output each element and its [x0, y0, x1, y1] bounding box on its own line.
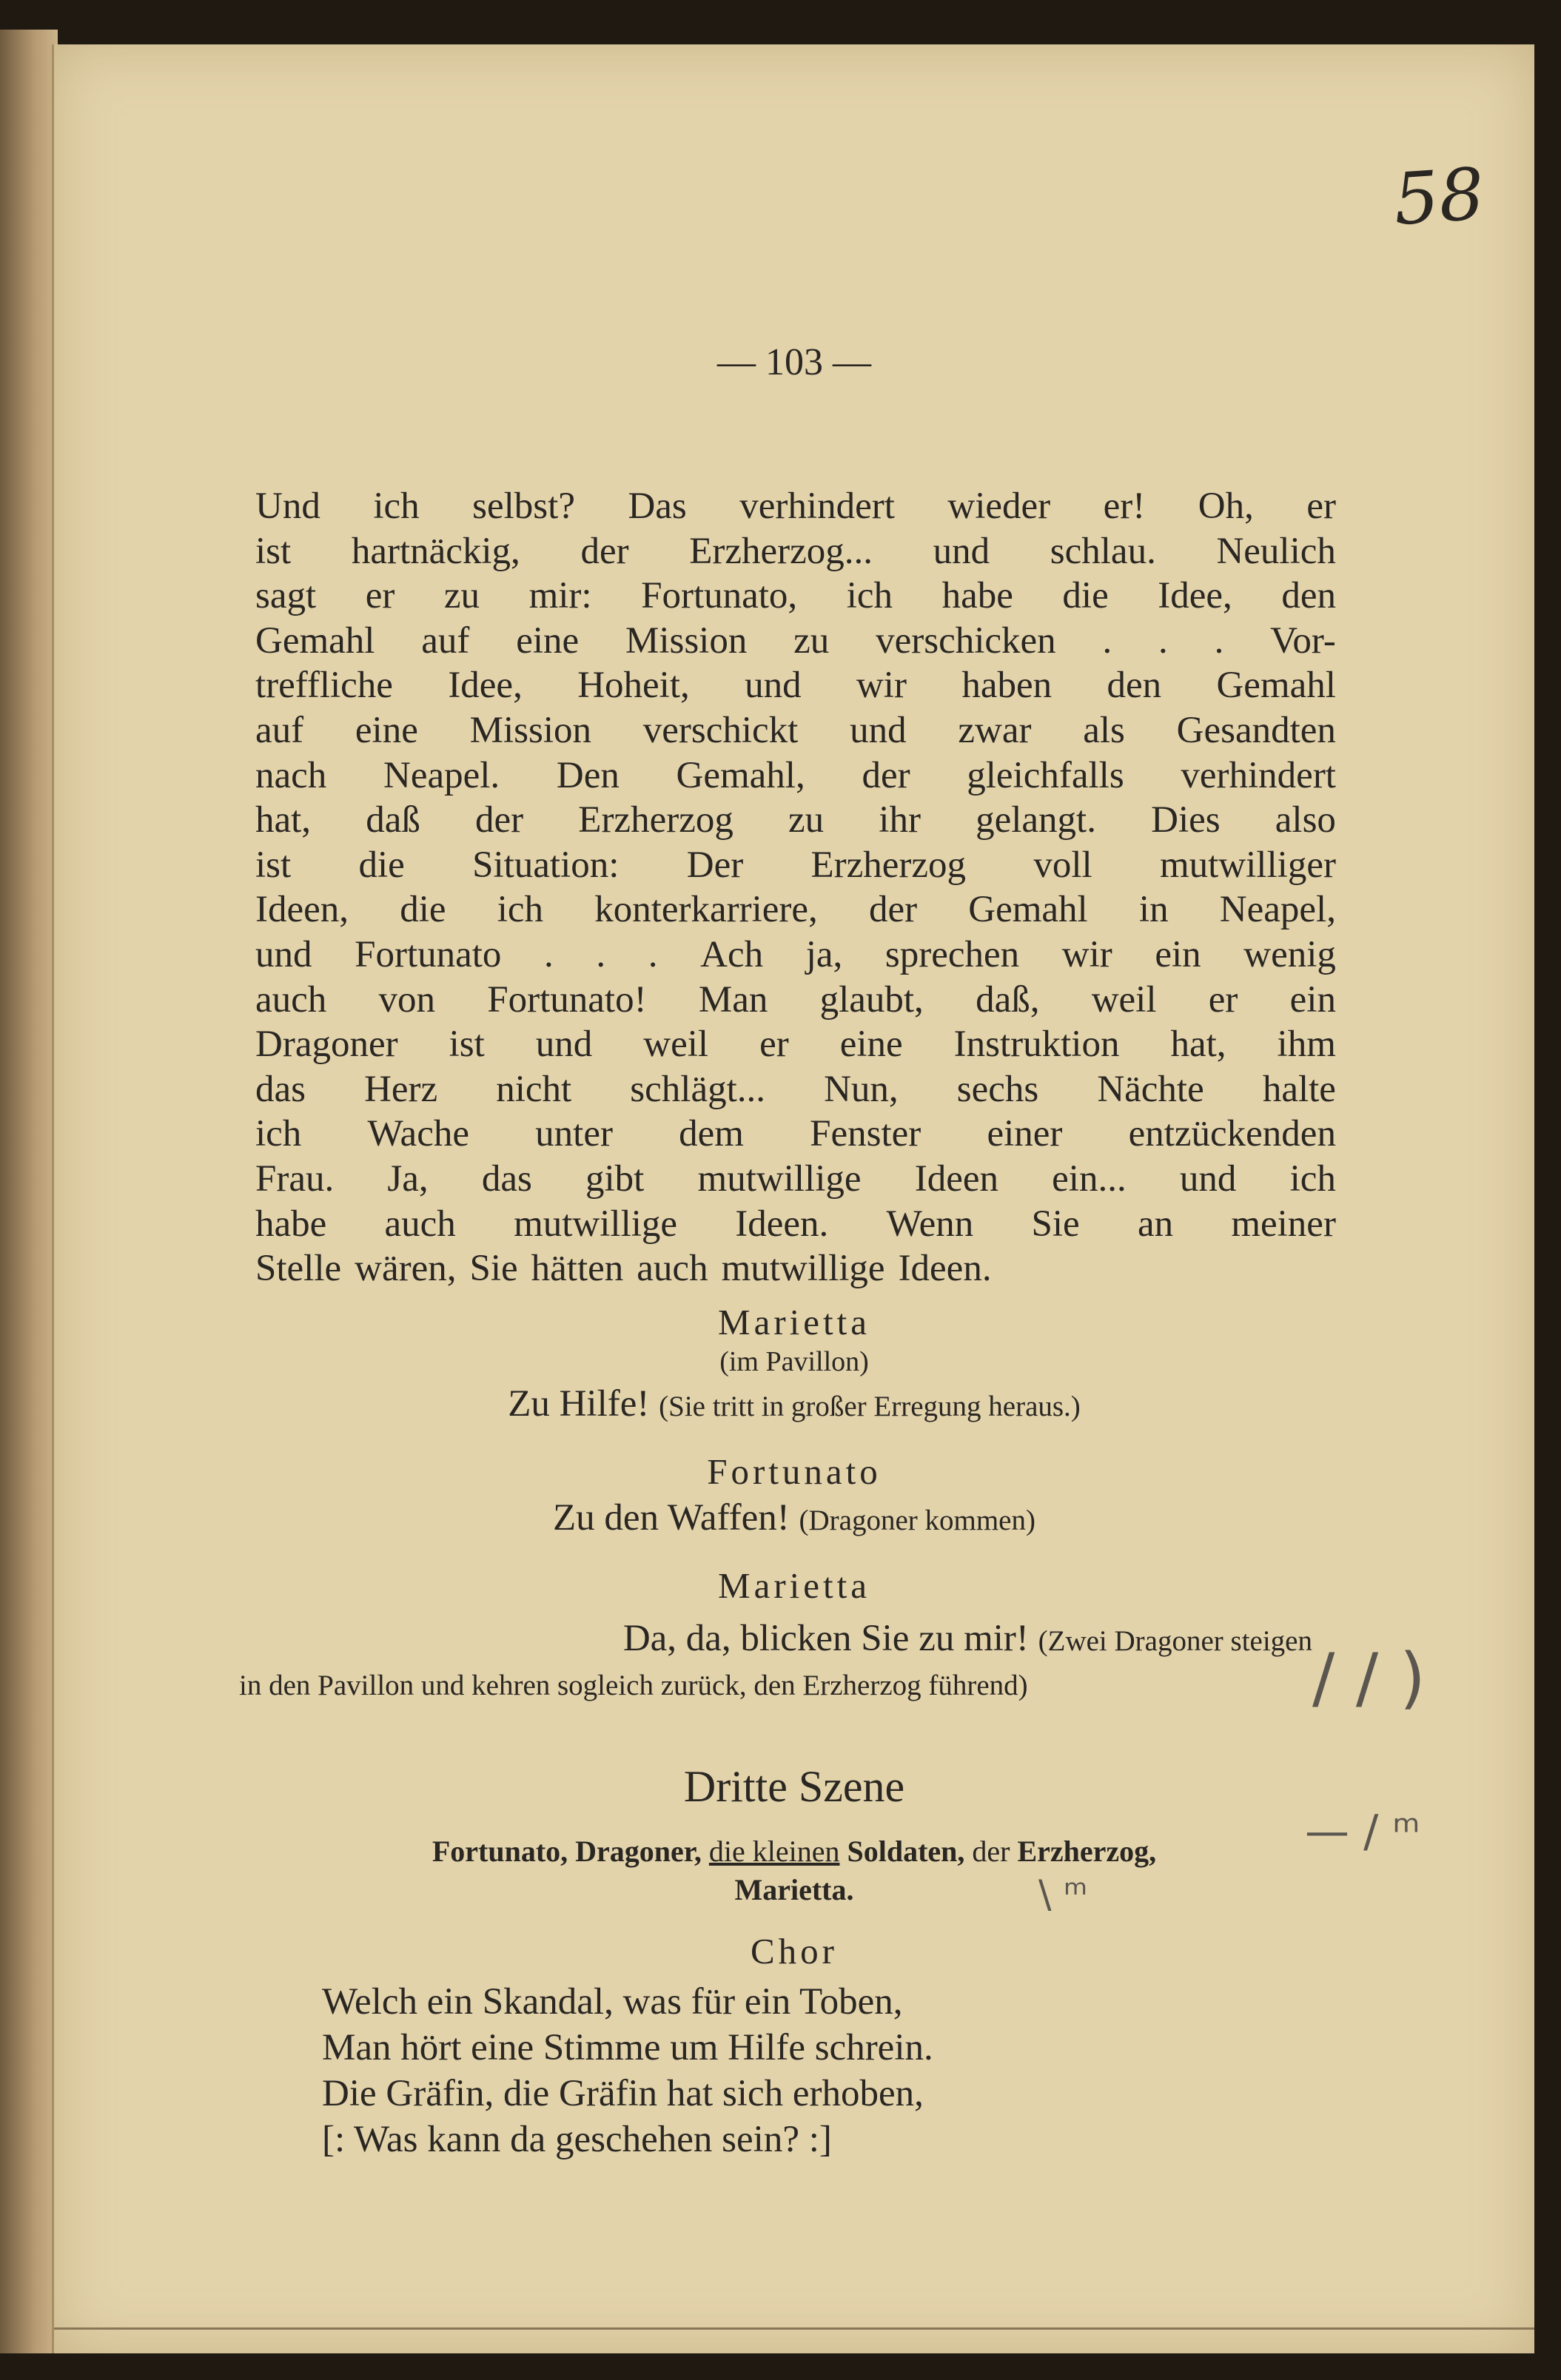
word: ist: [255, 844, 292, 886]
word: an: [1137, 1203, 1174, 1245]
word: wir: [1061, 933, 1112, 975]
word: Instruktion: [953, 1023, 1120, 1066]
speaker-chor: Chor: [751, 1931, 838, 1971]
speech-line: [54, 1496, 1534, 1539]
word: wieder: [947, 485, 1051, 527]
word: habe: [941, 575, 1013, 617]
word: mutwilliger: [1159, 844, 1336, 886]
word: treffliche: [255, 665, 393, 707]
pencil-annotation: \ ᵐ: [1038, 1872, 1088, 1917]
word: Vor-: [1270, 619, 1336, 662]
prose-line: [255, 753, 1336, 799]
cast-name: Erzherzog,: [1017, 1835, 1157, 1868]
word: mutwillige: [697, 1157, 862, 1200]
word: Nun,: [824, 1068, 899, 1110]
word: die: [358, 844, 405, 886]
word: einer: [987, 1113, 1063, 1155]
word: schlägt...: [630, 1068, 766, 1110]
word: Gemahl: [1216, 665, 1336, 707]
word: gibt: [585, 1157, 645, 1200]
word: hartnäckig,: [351, 530, 520, 572]
word: die: [1062, 575, 1109, 617]
word: ein...: [1052, 1157, 1127, 1200]
prose-line: [255, 708, 1336, 753]
word: zwar: [958, 709, 1032, 751]
word: Den: [556, 754, 620, 796]
word: dem: [679, 1113, 744, 1155]
word: das: [481, 1157, 532, 1200]
word: ja,: [805, 933, 843, 975]
word: er: [365, 575, 395, 617]
word: meiner: [1231, 1203, 1336, 1245]
stage-direction: (Dragoner kommen): [799, 1505, 1035, 1536]
word: Der: [686, 844, 744, 886]
speech-text: Zu den Waffen!: [553, 1497, 790, 1539]
word: wenig: [1243, 933, 1336, 975]
word: selbst?: [472, 485, 575, 527]
word: .: [1158, 619, 1168, 662]
stage-direction: (im Pavillon): [719, 1346, 869, 1377]
previous-page-edge: [0, 30, 58, 2353]
word: er: [1306, 485, 1336, 527]
word: eine: [355, 709, 418, 751]
word: Ideen: [914, 1157, 998, 1200]
word: schlau.: [1050, 530, 1156, 572]
word: eine: [516, 619, 580, 662]
word: ich: [1289, 1157, 1336, 1200]
prose-line: [255, 1067, 1336, 1112]
prose-line: [255, 619, 1336, 664]
word: konterkarriere,: [594, 889, 818, 931]
word: mir:: [528, 575, 592, 617]
cast-name: die kleinen: [708, 1835, 840, 1868]
word: und: [255, 933, 312, 975]
pencil-annotation: / / ): [1312, 1639, 1426, 1717]
word: hat,: [255, 799, 312, 841]
word: verhindert: [1181, 754, 1336, 796]
word: sechs: [956, 1068, 1039, 1110]
word: auch: [255, 978, 327, 1021]
word: Wenn: [886, 1203, 974, 1245]
prose-line: [255, 978, 1336, 1023]
scene-cast-line-2: Marietta.: [734, 1873, 854, 1906]
word: das: [255, 1068, 306, 1110]
word: Erzherzog: [578, 799, 733, 841]
word: weil: [1091, 978, 1157, 1021]
word: ich: [255, 1113, 302, 1155]
word: von: [378, 978, 436, 1021]
word: .: [1102, 619, 1112, 662]
word: Situation:: [472, 844, 620, 886]
word: Fortunato: [355, 933, 502, 975]
prose-line: [255, 574, 1336, 619]
cast-article: der: [972, 1835, 1010, 1868]
word: voll: [1033, 844, 1092, 886]
word: wären,: [355, 1248, 457, 1290]
prose-line: [255, 1112, 1336, 1157]
word: Neapel,: [1219, 889, 1336, 931]
word: Ideen.: [898, 1248, 992, 1290]
word: mutwillige: [514, 1203, 678, 1245]
word: mutwillige: [721, 1248, 885, 1290]
word: Sie: [1031, 1203, 1080, 1245]
word: und: [535, 1023, 593, 1066]
word: Oh,: [1198, 485, 1254, 527]
word: also: [1275, 799, 1336, 841]
word: sprechen: [884, 933, 1020, 975]
word: Idee,: [1158, 575, 1232, 617]
word: den: [1107, 665, 1162, 707]
cast-name: Fortunato, Dragoner,: [432, 1835, 702, 1868]
verse-line: [: Was kann da geschehen sein? :]: [322, 2119, 832, 2160]
speech-line: [54, 1382, 1534, 1425]
word: Neapel.: [383, 754, 500, 796]
prose-line: [255, 887, 1336, 932]
word: Gesandten: [1176, 709, 1336, 751]
verse-line: Welch ein Skandal, was für ein Toben,: [322, 1981, 903, 2023]
scene-title: Dritte Szene: [683, 1762, 905, 1811]
word: Frau.: [255, 1157, 335, 1200]
prose-line: [255, 1022, 1336, 1067]
word: Gemahl: [968, 889, 1088, 931]
word: ihm: [1277, 1023, 1336, 1066]
word: habe: [255, 1203, 327, 1245]
word: Das: [628, 485, 687, 527]
word: hätten: [531, 1248, 624, 1290]
word: Hoheit,: [577, 665, 690, 707]
word: die: [400, 889, 446, 931]
word: und: [1179, 1157, 1237, 1200]
word: Fortunato,: [641, 575, 798, 617]
word: Wache: [367, 1113, 469, 1155]
word: und: [745, 665, 802, 707]
word: ihr: [879, 799, 921, 841]
word: den: [1281, 575, 1336, 617]
word: Ideen.: [735, 1203, 829, 1245]
word: Und: [255, 485, 320, 527]
pencil-annotation: — / ᵐ: [1305, 1806, 1420, 1858]
word: Nächte: [1097, 1068, 1204, 1110]
word: Fenster: [810, 1113, 922, 1155]
verse-line: Die Gräfin, die Gräfin hat sich erhoben,: [322, 2073, 924, 2114]
word: Erzherzog...: [689, 530, 873, 572]
stage-direction: (Sie tritt in großer Erregung heraus.): [659, 1391, 1081, 1422]
word: Dies: [1151, 799, 1221, 841]
word: .: [596, 933, 606, 975]
word: Gemahl,: [676, 754, 805, 796]
word: Mission: [625, 619, 748, 662]
word: gelangt.: [976, 799, 1096, 841]
word: verschickt: [642, 709, 799, 751]
stage-direction: (Zwei Dragoner steigen: [1038, 1625, 1312, 1657]
chor-verse: [322, 1979, 933, 2162]
word: .: [648, 933, 658, 975]
word: auf: [255, 709, 304, 751]
word: Neulich: [1216, 530, 1336, 572]
speech-text: Zu Hilfe!: [508, 1383, 650, 1425]
word: weil: [643, 1023, 709, 1066]
word: Fortunato!: [487, 978, 647, 1021]
word: der: [862, 754, 910, 796]
speech-line: [98, 1617, 1312, 1660]
word: und: [933, 530, 990, 572]
word: verschicken: [876, 619, 1056, 662]
speech-text: Da, da, blicken Sie zu mir!: [622, 1618, 1029, 1659]
word: halte: [1262, 1068, 1336, 1110]
word: Ideen,: [255, 889, 349, 931]
word: ich: [846, 575, 893, 617]
word: daß: [366, 799, 420, 841]
monologue-paragraph: [255, 484, 1336, 1291]
word: haben: [961, 665, 1053, 707]
word: Gemahl: [255, 619, 375, 662]
word: hat,: [1170, 1023, 1226, 1066]
word: auch: [637, 1248, 708, 1290]
word: verhindert: [739, 485, 895, 527]
prose-line: [255, 484, 1336, 529]
word: glaubt,: [819, 978, 924, 1021]
prose-line: [255, 529, 1336, 574]
word: in: [1138, 889, 1169, 931]
word: der: [868, 889, 918, 931]
page-bottom-edge: [54, 2327, 1534, 2330]
book-page: [52, 44, 1534, 2353]
word: Erzherzog: [810, 844, 967, 886]
word: der: [475, 799, 524, 841]
word: Ja,: [387, 1157, 429, 1200]
word: auch: [384, 1203, 456, 1245]
word: zu: [443, 575, 480, 617]
word: ich: [373, 485, 420, 527]
prose-line: [255, 1246, 1336, 1291]
word: gleichfalls: [967, 754, 1124, 796]
word: als: [1083, 709, 1125, 751]
word: Idee,: [448, 665, 523, 707]
word: ist: [255, 530, 292, 572]
word: und: [850, 709, 907, 751]
word: Ach: [700, 933, 764, 975]
speaker-marietta: Marietta: [718, 1565, 870, 1606]
handwritten-folio-number: 58: [1391, 152, 1487, 242]
word: ich: [497, 889, 544, 931]
prose-line: [255, 798, 1336, 843]
word: Dragoner: [255, 1023, 398, 1066]
prose-line: [255, 663, 1336, 708]
word: .: [544, 933, 554, 975]
word: ein: [1289, 978, 1336, 1021]
page-number: — 103 —: [717, 341, 871, 383]
word: ist: [449, 1023, 485, 1066]
word: nicht: [496, 1068, 572, 1110]
word: Sie: [469, 1248, 518, 1290]
word: unter: [535, 1113, 613, 1155]
prose-line: [255, 843, 1336, 888]
verse-line: Man hört eine Stimme um Hilfe schrein.: [322, 2027, 933, 2068]
prose-line: [255, 1202, 1336, 1247]
word: auf: [421, 619, 470, 662]
word: nach: [255, 754, 327, 796]
word: .: [1214, 619, 1224, 662]
word: ein: [1155, 933, 1201, 975]
word: zu: [788, 799, 825, 841]
word: sagt: [255, 575, 317, 617]
word: er: [759, 1023, 789, 1066]
speaker-fortunato: Fortunato: [707, 1451, 882, 1492]
cast-name: Soldaten,: [847, 1835, 965, 1868]
word: Mission: [469, 709, 591, 751]
word: er!: [1103, 485, 1146, 527]
word: daß,: [976, 978, 1040, 1021]
word: der: [580, 530, 629, 572]
speaker-marietta: Marietta: [718, 1302, 870, 1342]
word: Herz: [364, 1068, 438, 1110]
word: Man: [698, 978, 768, 1021]
prose-line: [255, 932, 1336, 978]
stage-direction-continuation: in den Pavillon und kehren sogleich zurück, den Erzherzog führend): [239, 1670, 1028, 1701]
prose-line: [255, 1157, 1336, 1202]
word: er: [1208, 978, 1238, 1021]
word: eine: [839, 1023, 903, 1066]
word: wir: [856, 665, 907, 707]
word: entzückenden: [1128, 1113, 1336, 1155]
word: zu: [793, 619, 830, 662]
word: Stelle: [255, 1248, 342, 1290]
